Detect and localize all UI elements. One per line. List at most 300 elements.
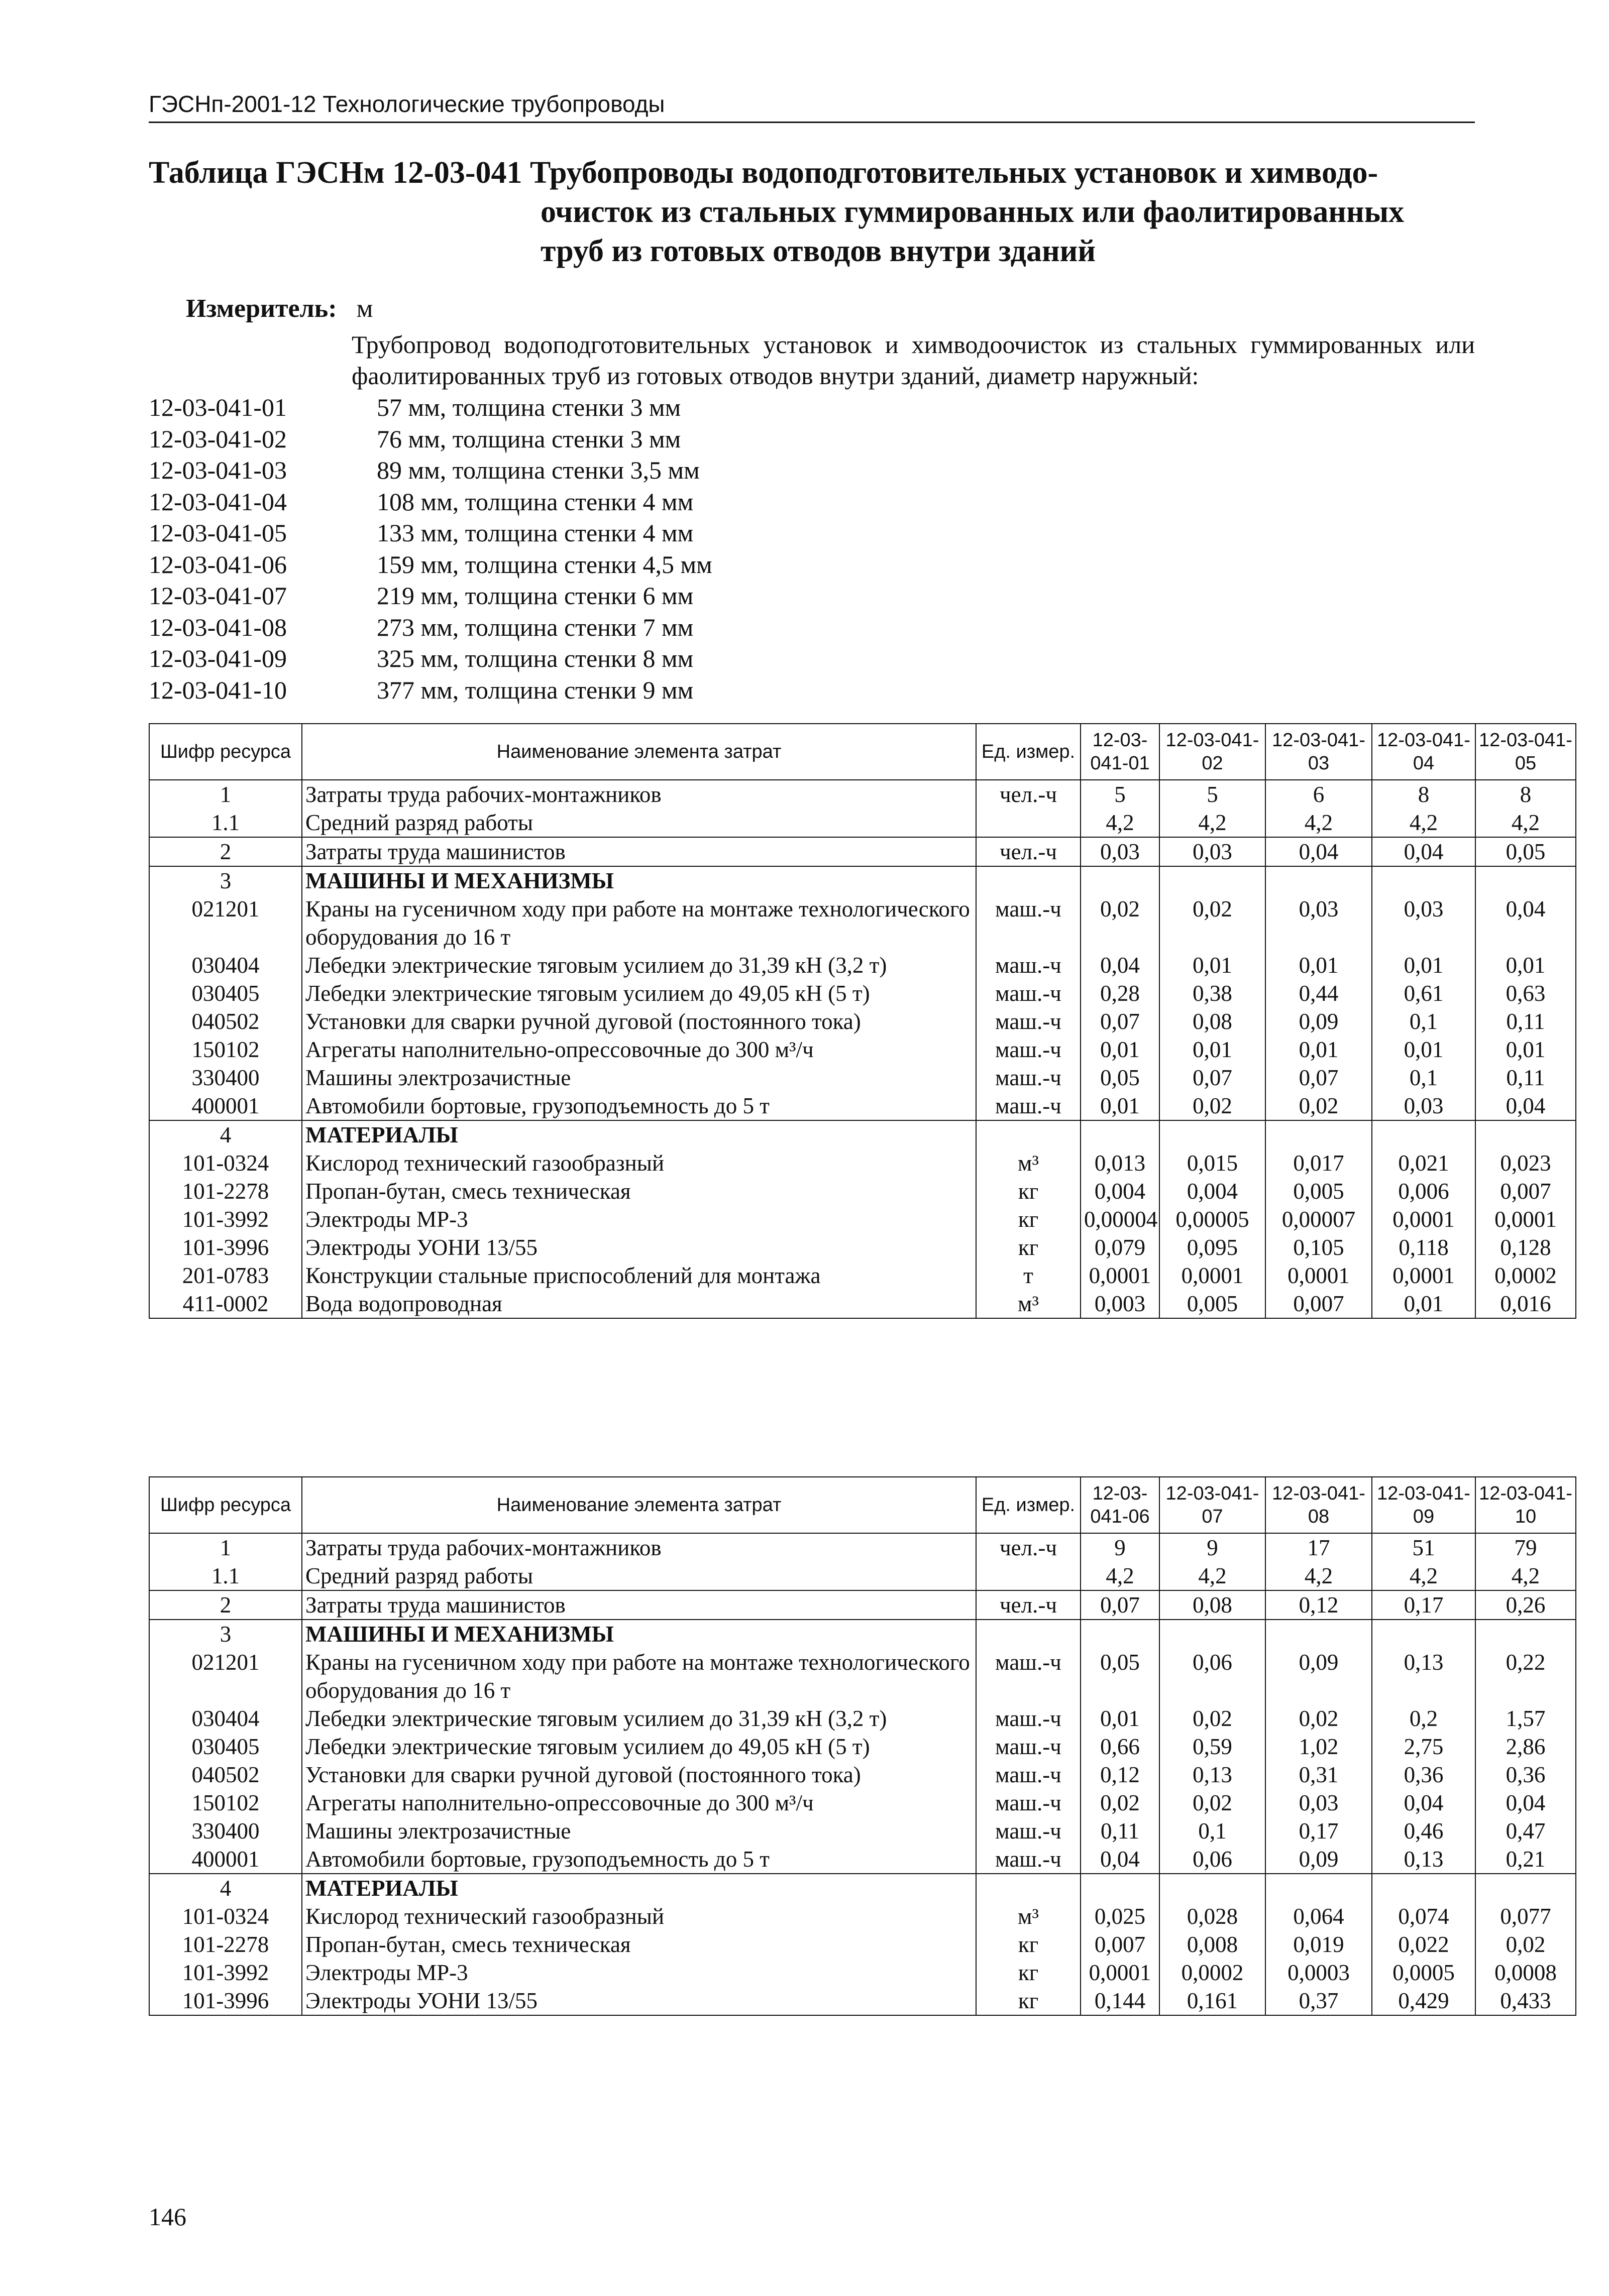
value-cell: 0,021: [1372, 1149, 1475, 1177]
value-cell: 0,04: [1265, 837, 1372, 866]
value-cell: [1475, 1620, 1576, 1648]
value-cell: [1265, 1874, 1372, 1902]
norm-code: 12-03-041-08: [149, 613, 287, 641]
value-cell: 0,022: [1372, 1930, 1475, 1959]
value-cell: 0,02: [1265, 1092, 1372, 1120]
resource-code: 150102: [149, 1036, 302, 1064]
value-cell: 0,47: [1475, 1817, 1576, 1845]
value-cell: 0,01: [1372, 1290, 1475, 1318]
value-cell: [1159, 866, 1265, 895]
table-row: [149, 1092, 1576, 1120]
table-row: [149, 895, 1576, 951]
unit-cell: м³: [976, 1290, 1081, 1318]
table-row: [149, 1064, 1576, 1092]
value-cell: [1475, 1874, 1576, 1902]
value-cell: 0,0001: [1081, 1261, 1159, 1290]
unit-cell: чел.-ч: [976, 837, 1081, 866]
value-cell: 0,02: [1081, 1789, 1159, 1817]
value-cell: 0,02: [1081, 895, 1159, 951]
resource-code: 030405: [149, 1733, 302, 1761]
value-cell: 4,2: [1372, 1562, 1475, 1590]
table-row: [149, 1761, 1576, 1789]
title-line-3: труб из готовых отводов внутри зданий: [541, 234, 1096, 268]
norm-code: 12-03-041-01: [149, 393, 287, 421]
value-cell: 0,44: [1265, 979, 1372, 1007]
value-cell: 0,01: [1265, 951, 1372, 979]
value-cell: 0,00004: [1081, 1205, 1159, 1233]
value-cell: 0,01: [1081, 1036, 1159, 1064]
value-cell: 0,03: [1265, 1789, 1372, 1817]
code-list-item: [149, 580, 712, 612]
unit-cell: кг: [976, 1233, 1081, 1261]
value-cell: 0,0001: [1372, 1205, 1475, 1233]
norm-code: 12-03-041-09: [149, 644, 287, 672]
header-norm-column: 12-03-041-05: [1475, 724, 1576, 780]
value-cell: 0,26: [1475, 1590, 1576, 1620]
resource-code: 101-2278: [149, 1930, 302, 1959]
value-cell: 0,144: [1081, 1987, 1159, 2015]
value-cell: [1081, 1620, 1159, 1648]
unit-cell: кг: [976, 1987, 1081, 2015]
norm-description: 89 мм, толщина стенки 3,5 мм: [377, 456, 700, 484]
value-cell: 0,13: [1372, 1648, 1475, 1704]
value-cell: 0,064: [1265, 1902, 1372, 1930]
resource-name: Затраты труда машинистов: [302, 837, 976, 866]
resource-name: Электроды МР-3: [302, 1959, 976, 1987]
value-cell: 0,04: [1475, 1789, 1576, 1817]
unit-cell: маш.-ч: [976, 1761, 1081, 1789]
value-cell: 0,01: [1265, 1036, 1372, 1064]
unit-cell: т: [976, 1261, 1081, 1290]
resource-code: 101-3992: [149, 1959, 302, 1987]
resource-name: Машины электрозачистные: [302, 1064, 976, 1092]
value-cell: 0,0001: [1265, 1261, 1372, 1290]
section-heading: МАШИНЫ И МЕХАНИЗМЫ: [302, 1620, 976, 1648]
norm-code: 12-03-041-04: [149, 487, 287, 516]
header-code: Шифр ресурса: [149, 1477, 302, 1533]
resource-table-2: [149, 1476, 1576, 2016]
resource-code: 101-3996: [149, 1233, 302, 1261]
norm-description: 108 мм, толщина стенки 4 мм: [377, 487, 694, 516]
resource-name: Кислород технический газообразный: [302, 1902, 976, 1930]
value-cell: 0,1: [1159, 1817, 1265, 1845]
resource-name: Установки для сварки ручной дуговой (постоянного тока): [302, 1007, 976, 1036]
value-cell: 0,04: [1475, 895, 1576, 951]
unit-cell: кг: [976, 1205, 1081, 1233]
norm-description: 57 мм, толщина стенки 3 мм: [377, 393, 681, 421]
value-cell: 9: [1081, 1533, 1159, 1562]
unit-cell: маш.-ч: [976, 1648, 1081, 1704]
resource-code: 201-0783: [149, 1261, 302, 1290]
table-row: [149, 1562, 1576, 1590]
table-row: [149, 1874, 1576, 1902]
value-cell: 0,02: [1159, 1704, 1265, 1733]
table-row: [149, 1177, 1576, 1205]
title-line-1: Таблица ГЭСНм 12-03-041 Трубопроводы водоподготовительных установок и химводо-: [149, 156, 1378, 190]
unit-cell: маш.-ч: [976, 1064, 1081, 1092]
value-cell: 0,09: [1265, 1648, 1372, 1704]
header-unit: Ед. измер.: [976, 1477, 1081, 1533]
resource-code: 030404: [149, 951, 302, 979]
norm-description: 76 мм, толщина стенки 3 мм: [377, 424, 681, 453]
value-cell: 0,007: [1475, 1177, 1576, 1205]
value-cell: 0,07: [1159, 1064, 1265, 1092]
unit-cell: [976, 1562, 1081, 1590]
value-cell: 0,01: [1372, 951, 1475, 979]
resource-code: 040502: [149, 1007, 302, 1036]
value-cell: 6: [1265, 780, 1372, 809]
norm-description: 325 мм, толщина стенки 8 мм: [377, 644, 694, 672]
unit-cell: маш.-ч: [976, 1845, 1081, 1874]
value-cell: [1265, 866, 1372, 895]
value-cell: 2,86: [1475, 1733, 1576, 1761]
code-list-item: [149, 612, 712, 643]
value-cell: 0,08: [1159, 1007, 1265, 1036]
value-cell: 0,01: [1159, 951, 1265, 979]
measure-label: Измеритель:: [186, 294, 337, 323]
table-row: [149, 979, 1576, 1007]
value-cell: 0,017: [1265, 1149, 1372, 1177]
unit-cell: [976, 1120, 1081, 1149]
value-cell: 4,2: [1159, 1562, 1265, 1590]
resource-code: 400001: [149, 1092, 302, 1120]
resource-code: 030405: [149, 979, 302, 1007]
unit-cell: чел.-ч: [976, 1533, 1081, 1562]
value-cell: [1372, 1120, 1475, 1149]
table-row: [149, 1987, 1576, 2015]
table-row: [149, 809, 1576, 837]
value-cell: 0,05: [1081, 1648, 1159, 1704]
resource-code: 330400: [149, 1064, 302, 1092]
value-cell: 0,31: [1265, 1761, 1372, 1789]
header-norm-column: 12-03-041-09: [1372, 1477, 1475, 1533]
unit-cell: чел.-ч: [976, 1590, 1081, 1620]
value-cell: 0,11: [1475, 1064, 1576, 1092]
value-cell: 8: [1475, 780, 1576, 809]
resource-name: Затраты труда машинистов: [302, 1590, 976, 1620]
value-cell: 0,12: [1265, 1590, 1372, 1620]
norm-code: 12-03-041-05: [149, 519, 287, 547]
resource-code: 101-0324: [149, 1902, 302, 1930]
unit-cell: маш.-ч: [976, 1817, 1081, 1845]
value-cell: 0,07: [1081, 1590, 1159, 1620]
table-row: [149, 780, 1576, 809]
value-cell: 4,2: [1081, 809, 1159, 837]
value-cell: 0,02: [1265, 1704, 1372, 1733]
resource-name: Конструкции стальные приспособлений для монтажа: [302, 1261, 976, 1290]
resource-name: Краны на гусеничном ходу при работе на монтаже технологического оборудования до 16 т: [302, 1648, 976, 1704]
resource-table-1: [149, 723, 1576, 1319]
value-cell: 1,57: [1475, 1704, 1576, 1733]
unit-cell: маш.-ч: [976, 1092, 1081, 1120]
value-cell: [1081, 1874, 1159, 1902]
value-cell: 0,005: [1265, 1177, 1372, 1205]
value-cell: 0,02: [1159, 895, 1265, 951]
norm-description: 377 мм, толщина стенки 9 мм: [377, 675, 694, 704]
value-cell: 2,75: [1372, 1733, 1475, 1761]
value-cell: [1265, 1120, 1372, 1149]
header-norm-column: 12-03-041-01: [1081, 724, 1159, 780]
unit-cell: чел.-ч: [976, 780, 1081, 809]
table-row: [149, 1789, 1576, 1817]
unit-cell: маш.-ч: [976, 1733, 1081, 1761]
code-list-item: [149, 517, 712, 549]
value-cell: 4,2: [1265, 809, 1372, 837]
table-row: [149, 866, 1576, 895]
table-row: [149, 1149, 1576, 1177]
resource-code: 2: [149, 1590, 302, 1620]
code-list-item: [149, 423, 712, 455]
unit-cell: маш.-ч: [976, 1704, 1081, 1733]
value-cell: 0,2: [1372, 1704, 1475, 1733]
resource-name: Средний разряд работы: [302, 809, 976, 837]
norm-code: 12-03-041-02: [149, 424, 287, 453]
title-line-2: очисток из стальных гуммированных или фаолитированных: [541, 195, 1405, 229]
value-cell: [1475, 1120, 1576, 1149]
value-cell: 0,015: [1159, 1149, 1265, 1177]
value-cell: 0,007: [1265, 1290, 1372, 1318]
value-cell: [1475, 866, 1576, 895]
value-cell: 0,01: [1159, 1036, 1265, 1064]
header-norm-column: 12-03-041-06: [1081, 1477, 1159, 1533]
norm-code: 12-03-041-06: [149, 550, 287, 579]
resource-name: Агрегаты наполнительно-опрессовочные до 300 м³/ч: [302, 1789, 976, 1817]
value-cell: 0,07: [1265, 1064, 1372, 1092]
value-cell: 0,013: [1081, 1149, 1159, 1177]
unit-cell: маш.-ч: [976, 895, 1081, 951]
value-cell: 0,0001: [1159, 1261, 1265, 1290]
table-row: [149, 1233, 1576, 1261]
value-cell: 0,005: [1159, 1290, 1265, 1318]
resource-name: Лебедки электрические тяговым усилием до 49,05 кН (5 т): [302, 979, 976, 1007]
measure-unit: м: [356, 294, 373, 323]
unit-cell: м³: [976, 1902, 1081, 1930]
header-norm-column: 12-03-041-04: [1372, 724, 1475, 780]
value-cell: 0,04: [1372, 837, 1475, 866]
resource-name: Пропан-бутан, смесь техническая: [302, 1930, 976, 1959]
resource-name: Электроды УОНИ 13/55: [302, 1233, 976, 1261]
resource-code: 1: [149, 780, 302, 809]
value-cell: [1159, 1120, 1265, 1149]
value-cell: 8: [1372, 780, 1475, 809]
value-cell: [1081, 866, 1159, 895]
value-cell: 0,433: [1475, 1987, 1576, 2015]
value-cell: 0,02: [1159, 1092, 1265, 1120]
value-cell: 0,05: [1081, 1064, 1159, 1092]
resource-name: Установки для сварки ручной дуговой (постоянного тока): [302, 1761, 976, 1789]
header-norm-column: 12-03-041-03: [1265, 724, 1372, 780]
value-cell: 5: [1159, 780, 1265, 809]
value-cell: 0,59: [1159, 1733, 1265, 1761]
value-cell: 0,11: [1475, 1007, 1576, 1036]
table-row: [149, 1930, 1576, 1959]
header-norm-column: 12-03-041-07: [1159, 1477, 1265, 1533]
value-cell: 0,07: [1081, 1007, 1159, 1036]
resource-name: Электроды УОНИ 13/55: [302, 1987, 976, 2015]
value-cell: 0,09: [1265, 1845, 1372, 1874]
value-cell: 0,12: [1081, 1761, 1159, 1789]
unit-cell: маш.-ч: [976, 1007, 1081, 1036]
value-cell: [1372, 1874, 1475, 1902]
value-cell: 0,66: [1081, 1733, 1159, 1761]
value-cell: 0,429: [1372, 1987, 1475, 2015]
resource-code: 4: [149, 1120, 302, 1149]
unit-cell: маш.-ч: [976, 1036, 1081, 1064]
value-cell: 0,118: [1372, 1233, 1475, 1261]
value-cell: 0,22: [1475, 1648, 1576, 1704]
resource-code: 2: [149, 837, 302, 866]
code-list-item: [149, 392, 712, 423]
value-cell: 0,0002: [1159, 1959, 1265, 1987]
value-cell: [1081, 1120, 1159, 1149]
value-cell: 0,1: [1372, 1064, 1475, 1092]
table-row: [149, 1817, 1576, 1845]
table-row: [149, 1290, 1576, 1318]
value-cell: 0,161: [1159, 1987, 1265, 2015]
value-cell: 0,11: [1081, 1817, 1159, 1845]
running-header: ГЭСНп-2001-12 Технологические трубопроводы: [149, 90, 1475, 123]
table-row: [149, 1845, 1576, 1874]
value-cell: 0,02: [1475, 1930, 1576, 1959]
value-cell: [1159, 1874, 1265, 1902]
value-cell: 0,17: [1265, 1817, 1372, 1845]
resource-name: Краны на гусеничном ходу при работе на монтаже технологического оборудования до 16 т: [302, 895, 976, 951]
table-row: [149, 1120, 1576, 1149]
value-cell: 0,016: [1475, 1290, 1576, 1318]
value-cell: 0,04: [1081, 951, 1159, 979]
resource-name: Лебедки электрические тяговым усилием до 31,39 кН (3,2 т): [302, 951, 976, 979]
value-cell: 0,01: [1475, 1036, 1576, 1064]
value-cell: 0,03: [1159, 837, 1265, 866]
resource-name: Лебедки электрические тяговым усилием до 49,05 кН (5 т): [302, 1733, 976, 1761]
norm-code: 12-03-041-07: [149, 582, 287, 610]
value-cell: 0,0001: [1475, 1205, 1576, 1233]
value-cell: 0,074: [1372, 1902, 1475, 1930]
resource-code: 1: [149, 1533, 302, 1562]
value-cell: 5: [1081, 780, 1159, 809]
value-cell: 51: [1372, 1533, 1475, 1562]
header-norm-column: 12-03-041-10: [1475, 1477, 1576, 1533]
value-cell: 0,02: [1159, 1789, 1265, 1817]
value-cell: 0,46: [1372, 1817, 1475, 1845]
value-cell: 0,01: [1081, 1704, 1159, 1733]
value-cell: 0,04: [1372, 1789, 1475, 1817]
resource-code: 1.1: [149, 809, 302, 837]
value-cell: 0,06: [1159, 1648, 1265, 1704]
unit-cell: [976, 809, 1081, 837]
value-cell: 0,007: [1081, 1930, 1159, 1959]
value-cell: 0,13: [1372, 1845, 1475, 1874]
resource-code: 411-0002: [149, 1290, 302, 1318]
table-row: [149, 1590, 1576, 1620]
table-row: [149, 1036, 1576, 1064]
code-list-item: [149, 674, 712, 706]
header-norm-column: 12-03-041-08: [1265, 1477, 1372, 1533]
value-cell: 0,61: [1372, 979, 1475, 1007]
resource-code: 3: [149, 1620, 302, 1648]
section-heading: МАШИНЫ И МЕХАНИЗМЫ: [302, 866, 976, 895]
value-cell: 79: [1475, 1533, 1576, 1562]
value-cell: 0,36: [1372, 1761, 1475, 1789]
unit-cell: маш.-ч: [976, 1789, 1081, 1817]
value-cell: 0,09: [1265, 1007, 1372, 1036]
value-cell: 0,028: [1159, 1902, 1265, 1930]
value-cell: 0,05: [1475, 837, 1576, 866]
code-list-item: [149, 643, 712, 674]
resource-name: Машины электрозачистные: [302, 1817, 976, 1845]
value-cell: 0,003: [1081, 1290, 1159, 1318]
table-title: [149, 153, 1475, 271]
resource-code: 4: [149, 1874, 302, 1902]
value-cell: 4,2: [1081, 1562, 1159, 1590]
table-row: [149, 837, 1576, 866]
work-description: Трубопровод водоподготовительных установок и химводоочисток из стальных гуммированных или фаолитированных труб из готовых отводов внутри зданий, диаметр наружный:: [352, 330, 1475, 390]
measure-line: [186, 294, 373, 323]
unit-cell: [976, 866, 1081, 895]
resource-name: Вода водопроводная: [302, 1290, 976, 1318]
value-cell: 0,023: [1475, 1149, 1576, 1177]
resource-code: 150102: [149, 1789, 302, 1817]
code-list-item: [149, 549, 712, 581]
value-cell: 4,2: [1372, 809, 1475, 837]
header-code: Шифр ресурса: [149, 724, 302, 780]
value-cell: 0,0001: [1081, 1959, 1159, 1987]
resource-name: Затраты труда рабочих-монтажников: [302, 1533, 976, 1562]
value-cell: 0,128: [1475, 1233, 1576, 1261]
resource-code: 101-3996: [149, 1987, 302, 2015]
value-cell: 4,2: [1159, 809, 1265, 837]
value-cell: [1372, 866, 1475, 895]
value-cell: 0,13: [1159, 1761, 1265, 1789]
value-cell: [1159, 1620, 1265, 1648]
unit-cell: [976, 1874, 1081, 1902]
unit-cell: кг: [976, 1177, 1081, 1205]
value-cell: 0,00007: [1265, 1205, 1372, 1233]
norm-description: 133 мм, толщина стенки 4 мм: [377, 519, 694, 547]
value-cell: 4,2: [1265, 1562, 1372, 1590]
value-cell: 0,0002: [1475, 1261, 1576, 1290]
value-cell: 0,004: [1159, 1177, 1265, 1205]
table-row: [149, 1902, 1576, 1930]
resource-name: Автомобили бортовые, грузоподъемность до 5 т: [302, 1845, 976, 1874]
resource-name: Электроды МР-3: [302, 1205, 976, 1233]
value-cell: 0,1: [1372, 1007, 1475, 1036]
value-cell: [1265, 1620, 1372, 1648]
norm-description: 159 мм, толщина стенки 4,5 мм: [377, 550, 712, 579]
resource-name: Автомобили бортовые, грузоподъемность до 5 т: [302, 1092, 976, 1120]
resource-name: Затраты труда рабочих-монтажников: [302, 780, 976, 809]
value-cell: 0,36: [1475, 1761, 1576, 1789]
value-cell: 0,04: [1081, 1845, 1159, 1874]
value-cell: 0,077: [1475, 1902, 1576, 1930]
code-list-item: [149, 486, 712, 518]
value-cell: 0,00005: [1159, 1205, 1265, 1233]
value-cell: 0,004: [1081, 1177, 1159, 1205]
value-cell: 0,01: [1081, 1092, 1159, 1120]
table-row: [149, 1007, 1576, 1036]
resource-code: 1.1: [149, 1562, 302, 1590]
header-name: Наименование элемента затрат: [302, 724, 976, 780]
table-row: [149, 1533, 1576, 1562]
value-cell: [1372, 1620, 1475, 1648]
table-row: [149, 1733, 1576, 1761]
resource-name: Агрегаты наполнительно-опрессовочные до 300 м³/ч: [302, 1036, 976, 1064]
header-name: Наименование элемента затрат: [302, 1477, 976, 1533]
section-heading: МАТЕРИАЛЫ: [302, 1120, 976, 1149]
value-cell: 0,03: [1081, 837, 1159, 866]
value-cell: 1,02: [1265, 1733, 1372, 1761]
norm-description: 273 мм, толщина стенки 7 мм: [377, 613, 694, 641]
